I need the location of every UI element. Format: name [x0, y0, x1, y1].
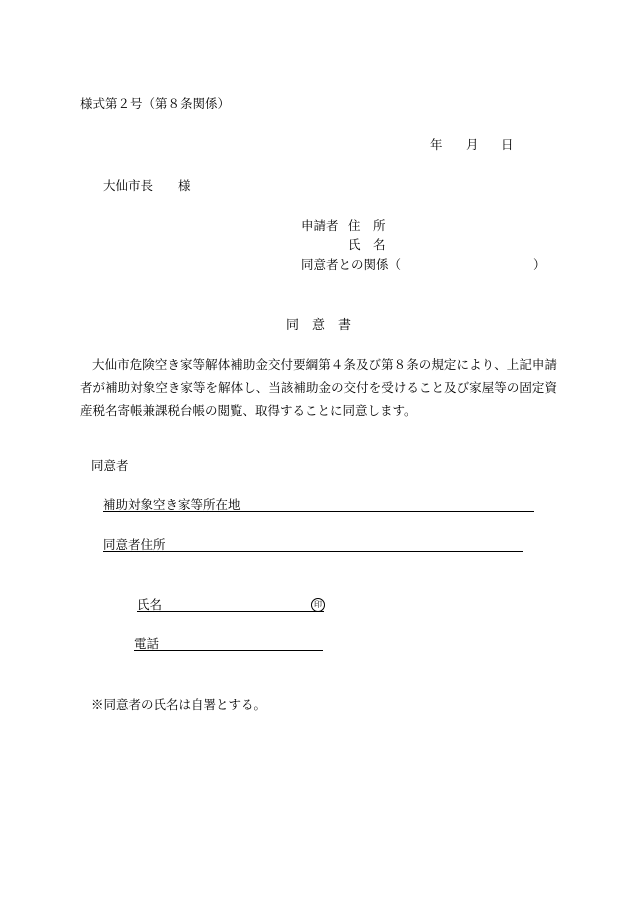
applicant-relation-close: ） [533, 257, 546, 272]
date-day-label: 日 [501, 137, 514, 152]
consenter-address-label: 同意者住所 [103, 537, 166, 552]
applicant-name-label: 氏 名 [348, 237, 386, 252]
document-title: 同 意 書 [286, 318, 352, 333]
addressee: 大仙市長 様 [103, 178, 191, 193]
applicant-address-label: 住 所 [348, 218, 386, 233]
date-year-label: 年 [430, 137, 443, 152]
property-location-label: 補助対象空き家等所在地 [103, 497, 241, 512]
form-number: 様式第２号（第８条関係） [80, 96, 231, 111]
applicant-label: 申請者 [301, 218, 339, 233]
seal-mark-icon: 印 [311, 598, 325, 612]
property-location-line[interactable] [103, 511, 534, 512]
consent-body-text: 大仙市危険空き家等解体補助金交付要綱第４条及び第８条の規定により、上記申請者が補助対象空き家等を解体し、当該補助金の交付を受けること及び家屋等の固定資産税名寄帳兼課税台帳の閲覧、取得することに同意します。 [80, 357, 557, 418]
consenter-name-label: 氏名 [137, 597, 163, 612]
consenter-address-line[interactable] [103, 551, 523, 552]
phone-label: 電話 [134, 636, 160, 651]
date-month-label: 月 [466, 137, 479, 152]
consenter-name-line[interactable] [137, 611, 324, 612]
phone-line[interactable] [134, 650, 323, 651]
signature-note: ※同意者の氏名は自署とする。 [91, 697, 267, 712]
consenter-heading: 同意者 [91, 458, 129, 473]
applicant-relation-label: 同意者との関係（ [301, 257, 402, 272]
